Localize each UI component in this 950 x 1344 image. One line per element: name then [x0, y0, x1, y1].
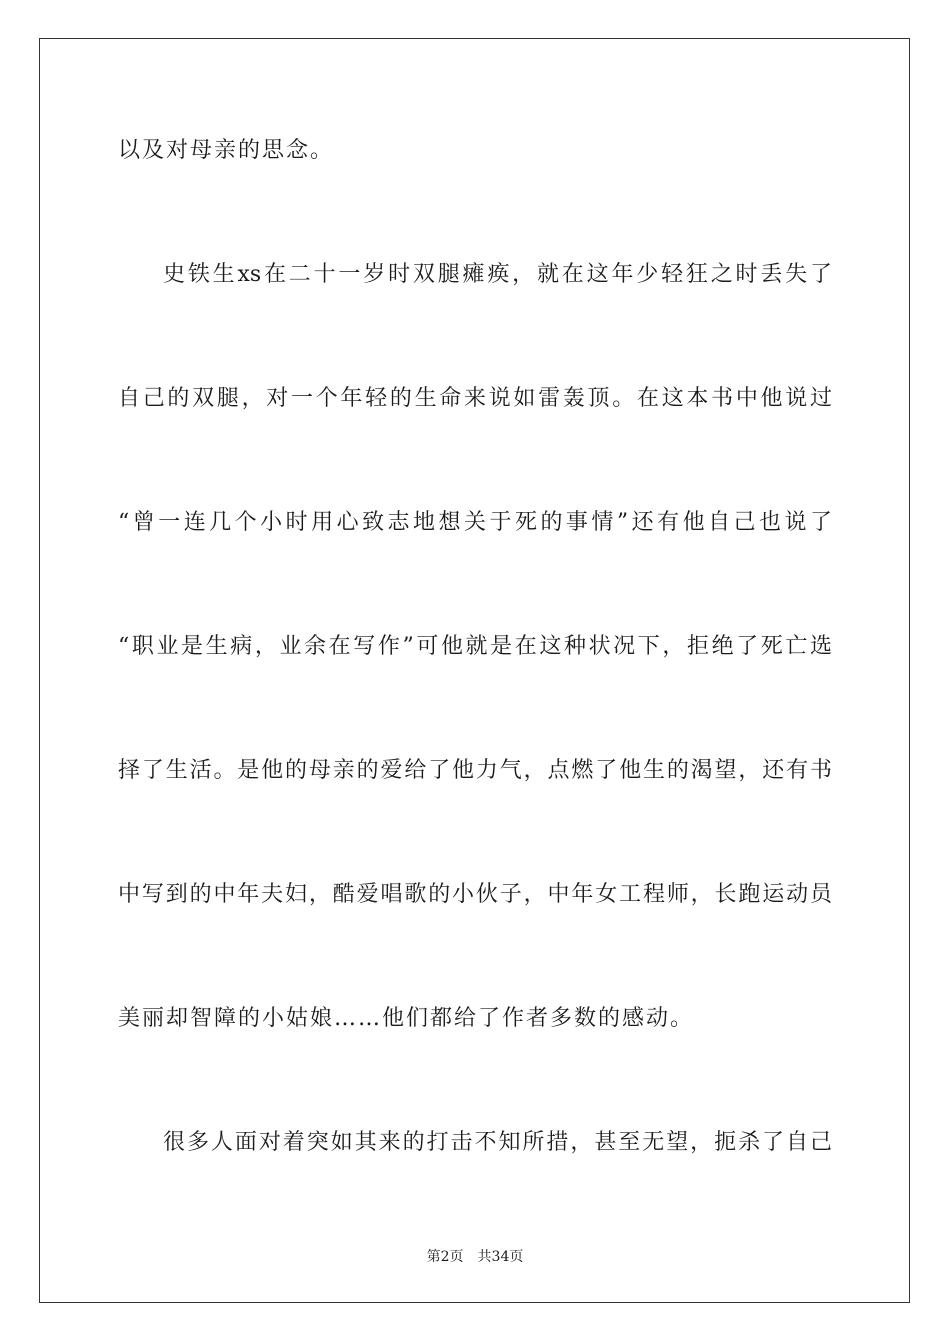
page-frame — [39, 38, 910, 1303]
paragraph-line: 自己的双腿，对一个年轻的生命来说如雷轰顶。在这本书中他说过 — [118, 386, 832, 411]
paragraph-line: 美丽却智障的小姑娘……他们都给了作者多数的感动。 — [118, 1006, 695, 1031]
paragraph-line: 以及对母亲的思念。 — [118, 138, 335, 163]
paragraph-line: 择了生活。是他的母亲的爱给了他力气，点燃了他生的渴望，还有书 — [118, 758, 832, 783]
paragraph-line: 很多人面对着突如其来的打击不知所措，甚至无望，扼杀了自己 — [163, 1130, 832, 1155]
paragraph-line: “职业是生病，业余在写作”可他就是在这种状况下，拒绝了死亡选 — [118, 634, 832, 659]
paragraph-line: 中写到的中年夫妇，酷爱唱歌的小伙子，中年女工程师，长跑运动员 — [118, 882, 832, 907]
page-number: 第2页 — [426, 1249, 464, 1265]
page-footer — [0, 1248, 950, 1266]
paragraph-line: “曾一连几个小时用心致志地想关于死的事情”还有他自己也说了 — [118, 510, 832, 535]
paragraph-line: 史铁生xs在二十一岁时双腿瘫痪，就在这年少轻狂之时丢失了 — [163, 262, 832, 287]
total-pages: 共34页 — [477, 1249, 524, 1265]
